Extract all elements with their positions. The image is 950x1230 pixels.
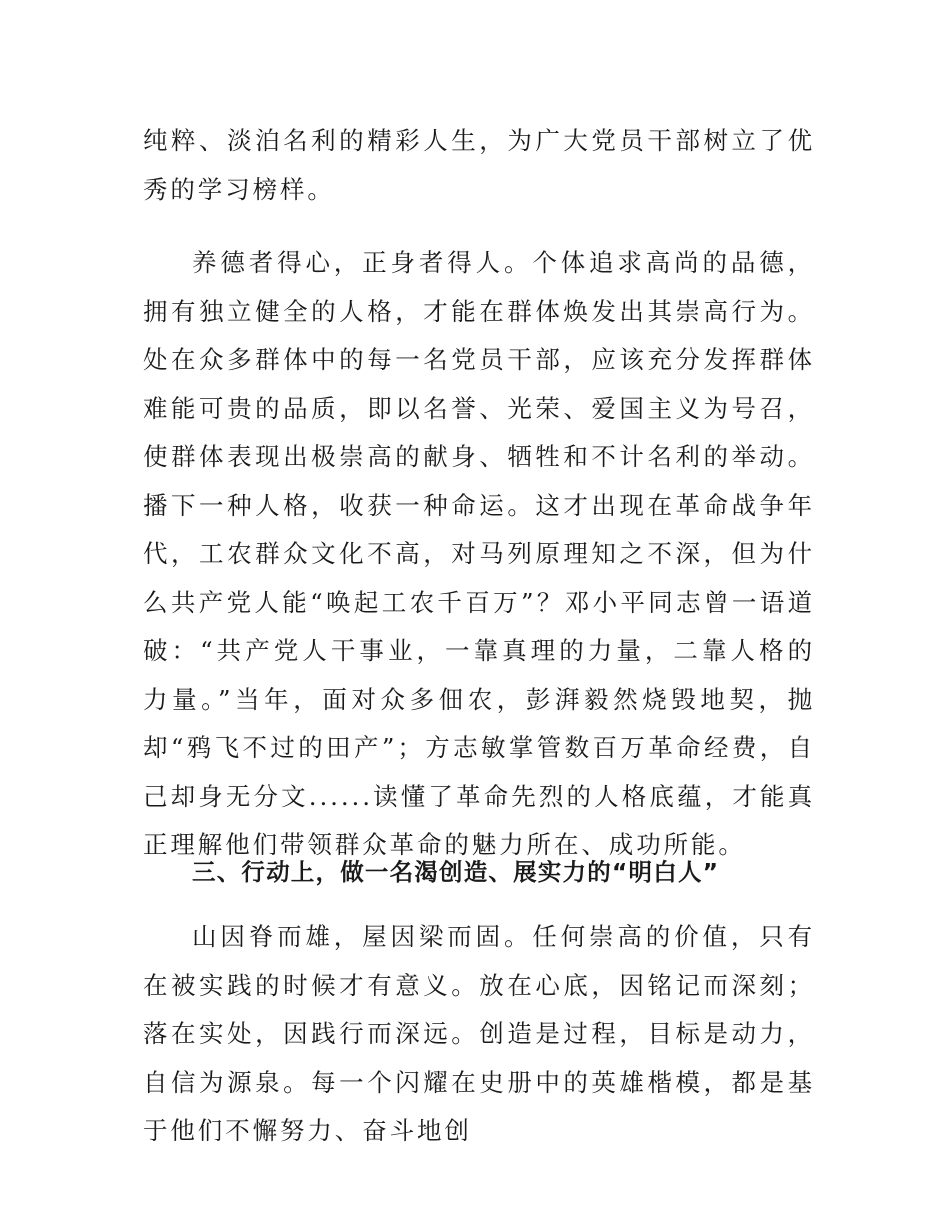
paragraph-character: 养德者得心，正身者得人。个体追求高尚的品德，拥有独立健全的人格，才能在群体焕发出其崇高行为。处在众多群体中的每一名党员干部，应该充分发挥群体难能可贵的品质，即以名誉、光荣、爱国主义为号召，使群体表现出极崇高的献身、牺牲和不计名利的举动。播下一种人格，收获一种命运。这才出现在革命战争年代，工农群众文化不高，对马列原理知之不深，但为什么共产党人能“唤起工农千百万”？邓小平同志曾一语道破：“共产党人干事业，一靠真理的力量，二靠人格的力量。”当年，面对众多佃农，彭湃毅然烧毁地契，抛却“鸦飞不过的田产”；方志敏掌管数百万革命经费，自己却身无分文......读懂了革命先烈的人格底蕴，才能真正理解他们带领群众革命的魅力所在、成功所能。 (143, 248, 815, 859)
paragraph-action: 山因脊而雄，屋因梁而固。任何崇高的价值，只有在被实践的时候才有意义。放在心底，因铭记而深刻；落在实处，因践行而深远。创造是过程，目标是动力，自信为源泉。每一个闪耀在史册中的英雄楷模，都是基于他们不懈努力、奋斗地创 (143, 922, 815, 1145)
section-heading: 三、行动上，做一名渴创造、展实力的“明白人” (192, 858, 720, 886)
paragraph-intro: 纯粹、淡泊名利的精彩人生，为广大党员干部树立了优秀的学习榜样。 (143, 126, 815, 204)
